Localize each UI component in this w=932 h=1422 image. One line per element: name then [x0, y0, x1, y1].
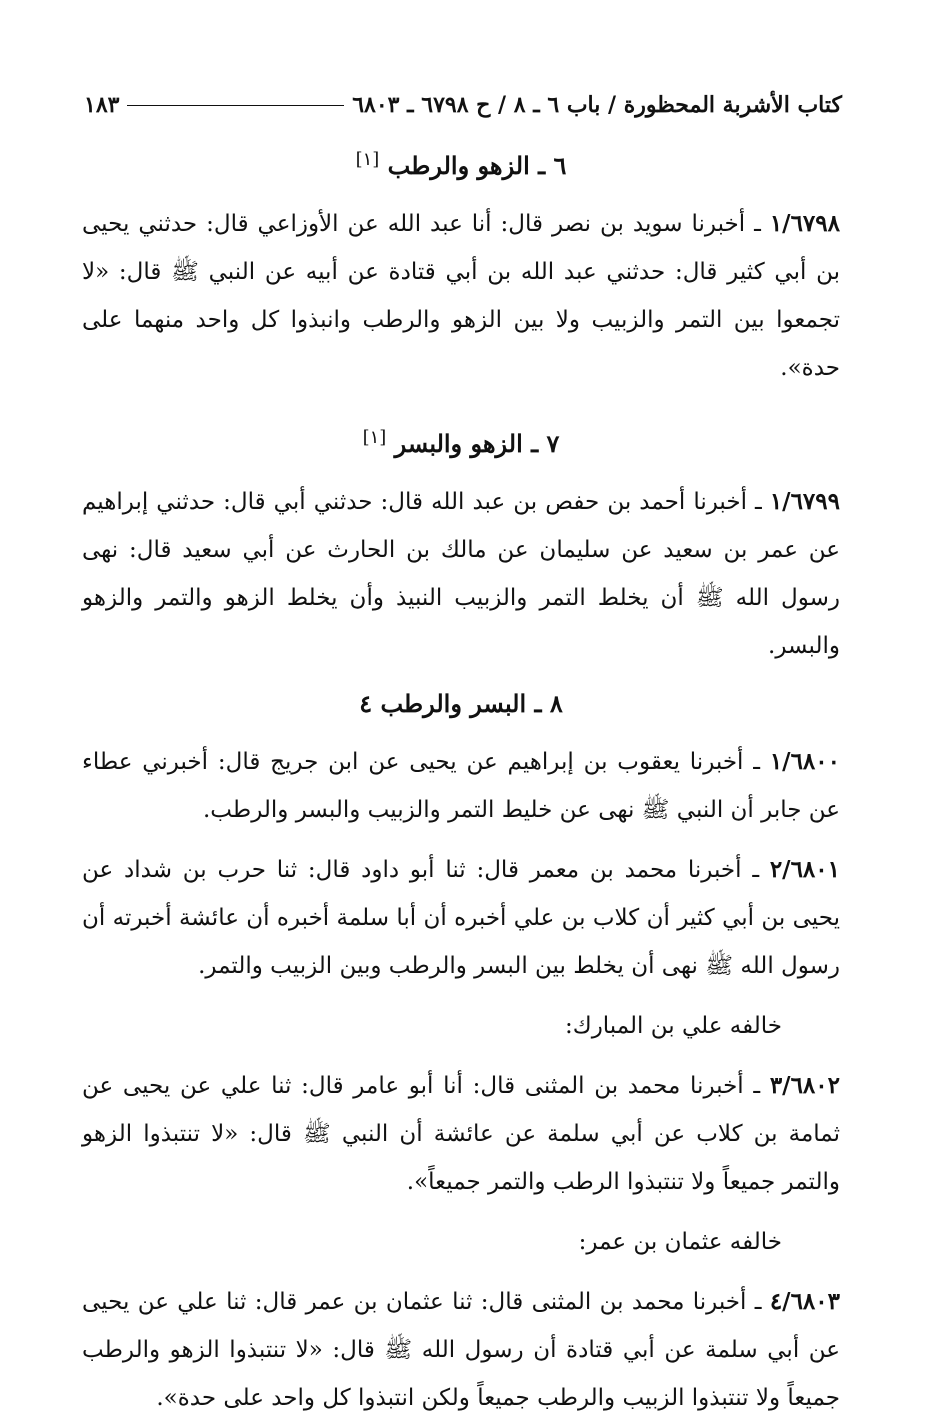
page-number: ١٨٣ [84, 92, 120, 118]
hadith-number: ٢/٦٨٠١ [769, 856, 840, 883]
hadith-text: ـ أخبرنا محمد بن المثنى قال: ثنا عثمان بن عمر قال: ثنا علي عن يحيى عن أبي سلمة عن أبي قتادة أن رسول الله ﷺ قال: «لا تنتبذوا الزهو والرطب جميعاً ولا تنتبذوا الزبيب والرطب جميعاً ولكن انتبذوا كل واحد على حدة». [82, 1289, 840, 1411]
hadith-6801 [82, 846, 840, 990]
hadith-6800 [82, 738, 840, 834]
hadith-number: ١/٦٨٠٠ [769, 748, 840, 775]
hadith-6802 [82, 1062, 840, 1206]
hadith-text: ـ أخبرنا يعقوب بن إبراهيم عن يحيى عن ابن جريج قال: أخبرني عطاء عن جابر أن النبي ﷺ نهى عن خليط التمر والزبيب والبسر والرطب. [82, 749, 840, 823]
hadith-text: ـ أخبرنا أحمد بن حفص بن عبد الله قال: حدثني أبي قال: حدثني إبراهيم عن عمر بن سعيد عن سليمان عن مالك بن الحارث عن أبي سعيد قال: نهى رسول الله ﷺ أن يخلط التمر والزبيب النبيذ وأن يخلط الزهو والتمر والزهو والبسر. [82, 489, 840, 659]
running-header [84, 88, 842, 122]
header-rule [127, 105, 344, 106]
hadith-text: ـ أخبرنا محمد بن المثنى قال: أنا أبو عامر قال: ثنا علي عن يحيى عن ثمامة بن كلاب عن أبي سلمة عن عائشة أن النبي ﷺ قال: «لا تنتبذوا الزهو والتمر جميعاً ولا تنتبذوا الرطب والتمر جميعاً». [82, 1073, 840, 1195]
section-heading-text: ٧ ـ الزهو والبسر [394, 429, 560, 458]
hadith-number: ٤/٦٨٠٣ [769, 1288, 840, 1315]
section-heading-text: ٨ ـ البسر والرطب ٤ [359, 689, 563, 718]
hadith-text: ـ أخبرنا محمد بن معمر قال: ثنا أبو داود قال: ثنا حرب بن شداد عن يحيى بن أبي كثير أن كلاب بن علي أخبره أن أبا سلمة أخبره أن عائشة أخبرته أن رسول الله ﷺ نهى أن يخلط بين البسر والرطب وبين الزبيب والتمر. [82, 857, 840, 979]
remark-ali-ibn-al-mubarak: خالفه علي بن المبارك: [564, 1013, 782, 1039]
section-heading-7 [82, 416, 840, 466]
hadith-number: ١/٦٧٩٨ [769, 210, 840, 237]
section-heading-8 [82, 682, 840, 726]
hadith-number: ٣/٦٨٠٢ [769, 1072, 840, 1099]
hadith-number: ١/٦٧٩٩ [769, 488, 840, 515]
hadith-text: ـ أخبرنا سويد بن نصر قال: أنا عبد الله عن الأوزاعي قال: حدثني يحيى بن أبي كثير قال: حدثني عبد الله بن أبي قتادة عن أبيه عن النبي ﷺ قال: «لا تجمعوا بين التمر والزبيب ولا بين الزهو والرطب وانبذوا كل واحد منهما على حدة». [82, 211, 840, 381]
remark-uthman-ibn-umar: خالفه عثمان بن عمر: [578, 1229, 782, 1255]
page-body [82, 138, 840, 1422]
hadith-6798 [82, 200, 840, 392]
hadith-6799 [82, 478, 840, 670]
section-heading-text: ٦ ـ الزهو والرطب [387, 151, 567, 180]
footnote-marker: [١] [362, 427, 387, 448]
hadith-6803 [82, 1278, 840, 1422]
section-heading-6 [82, 138, 840, 188]
footnote-marker: [١] [355, 149, 380, 170]
running-header-title: كتاب الأشربة المحظورة / باب ٦ ـ ٨ / ح ٦٧٩٨ ـ ٦٨٠٣ [352, 92, 842, 118]
